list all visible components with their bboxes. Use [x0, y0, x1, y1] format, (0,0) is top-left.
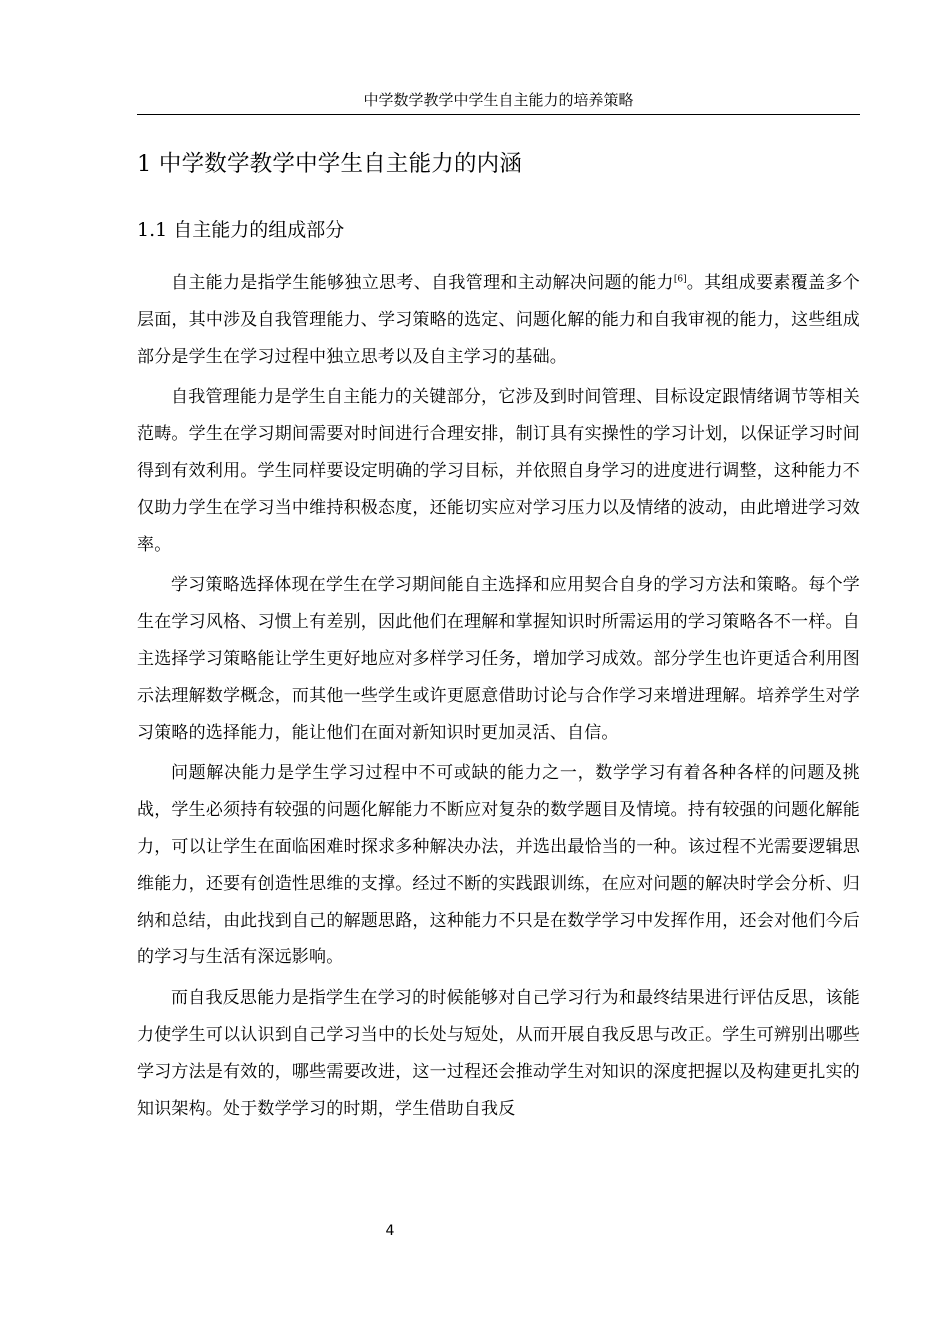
paragraph-3: 学习策略选择体现在学生在学习期间能自主选择和应用契合自身的学习方法和策略。每个学生在学习风格、习惯上有差别，因此他们在理解和掌握知识时所需运用的学习策略各不一样。自主选择学习策略能让学生更好地应对多样学习任务，增加学习成效。部分学生也许更适合利用图示法理解数学概念，而其他一些学生或许更愿意借助讨论与合作学习来增进理解。培养学生对学习策略的选择能力，能让他们在面对新知识时更加灵活、自信。	[137, 575, 860, 743]
body-text	[137, 265, 860, 1131]
paragraph-4: 问题解决能力是学生学习过程中不可或缺的能力之一，数学学习有着各种各样的问题及挑战，学生必须持有较强的问题化解能力不断应对复杂的数学题目及情境。持有较强的问题化解能力，可以让学生在面临困难时探求多种解决办法，并选出最恰当的一种。该过程不光需要逻辑思维能力，还要有创造性思维的支撑。经过不断的实践跟训练，在应对问题的解决时学会分析、归纳和总结，由此找到自己的解题思路，这种能力不只是在数学学习中发挥作用，还会对他们今后的学习与生活有深远影响。	[137, 763, 860, 968]
running-header: 中学数学教学中学生自主能力的培养策略	[137, 90, 860, 115]
section-title: 1.1 自主能力的组成部分	[137, 219, 345, 241]
page-number: 4	[385, 1223, 395, 1239]
paragraph-2: 自我管理能力是学生自主能力的关键部分，它涉及到时间管理、目标设定跟情绪调节等相关范畴。学生在学习期间需要对时间进行合理安排，制订具有实操性的学习计划，以保证学习时间得到有效利用。学生同样要设定明确的学习目标，并依照自身学习的进度进行调整，这种能力不仅助力学生在学习当中维持积极态度，还能切实应对学习压力以及情绪的波动，由此增进学习效率。	[137, 387, 860, 555]
paragraph-1-text: 自主能力是指学生能够独立思考、自我管理和主动解决问题的能力	[171, 273, 674, 293]
paragraph-1-text-continued: 。其组成要素覆盖多个层面，其中涉及自我管理能力、学习策略的选定、问题化解的能力和自我审视的能力，这些组成部分是学生在学习过程中独立思考以及自主学习的基础。	[137, 273, 860, 367]
paragraph-5: 而自我反思能力是指学生在学习的时候能够对自己学习行为和最终结果进行评估反思，该能力使学生可以认识到自己学习当中的长处与短处，从而开展自我反思与改正。学生可辨别出哪些学习方法是有效的，哪些需要改进，这一过程还会推动学生对知识的深度把握以及构建更扎实的知识架构。处于数学学习的时期，学生借助自我反	[137, 988, 860, 1119]
paragraph-1	[137, 265, 860, 375]
citation-marker: [6]	[673, 274, 687, 285]
chapter-title: 1 中学数学教学中学生自主能力的内涵	[137, 151, 523, 177]
